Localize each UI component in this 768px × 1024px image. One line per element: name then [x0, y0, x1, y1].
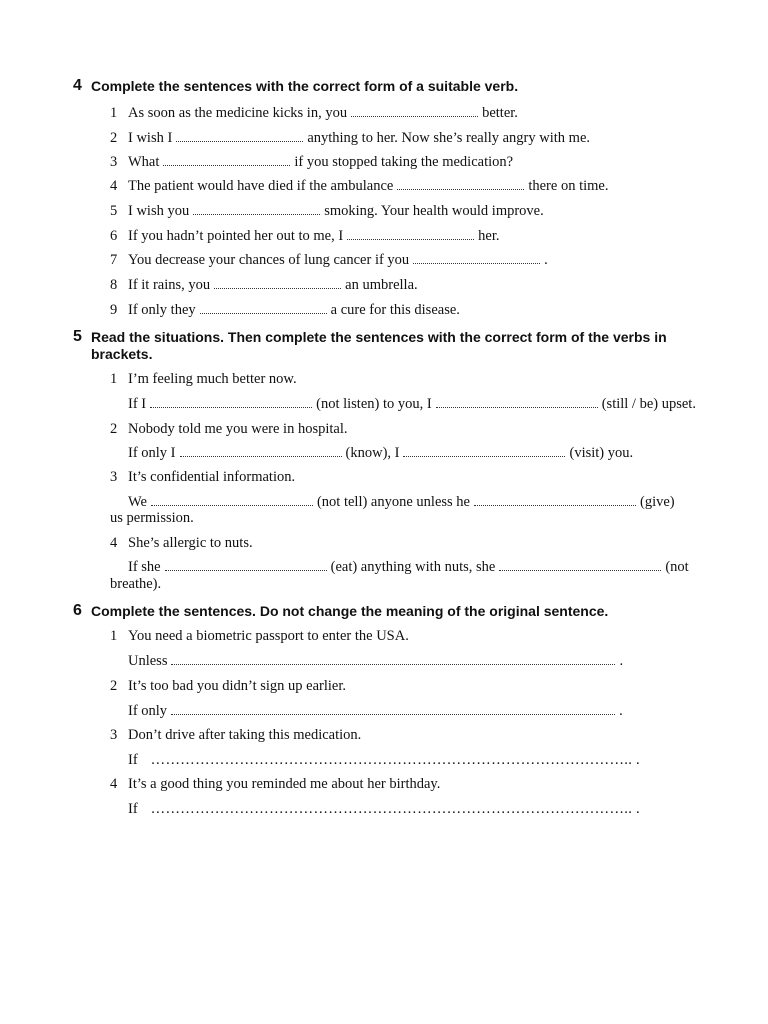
sentence-end: . — [619, 653, 624, 669]
original-sentence: You need a biometric passport to enter the USA. — [128, 628, 409, 644]
item-number: 2 — [110, 130, 118, 146]
answer-blank[interactable] — [150, 396, 312, 408]
sentence-part: there on time. — [528, 178, 609, 194]
sentence-part: an umbrella. — [345, 277, 418, 293]
sentence-part: a cure for this disease. — [330, 302, 460, 318]
instruction-text: Read the situations. Then complete the sentences with the correct form of the verbs in — [91, 329, 667, 345]
item-number: 5 — [110, 203, 118, 219]
sentence-part: I wish I — [128, 130, 173, 146]
item-number: 8 — [110, 277, 118, 293]
situation-text: Nobody told me you were in hospital. — [128, 421, 348, 437]
item-number: 3 — [110, 469, 118, 485]
item-number: 7 — [110, 252, 118, 268]
sentence-part: anything to her. Now she’s really angry with me. — [307, 130, 591, 146]
sentence-start: If only — [128, 703, 168, 719]
item-number: 3 — [110, 727, 118, 743]
answer-dotted-line[interactable]: …………………………………………………………………………………….. . — [150, 801, 640, 817]
answer-blank[interactable] — [403, 445, 565, 457]
answer-blank[interactable] — [200, 302, 327, 314]
item-number: 1 — [110, 105, 118, 121]
answer-blank[interactable] — [151, 494, 313, 506]
sentence-part: What — [128, 154, 160, 170]
sentence-part: If she — [128, 559, 161, 575]
sentence-part: (not listen) to you, I — [316, 396, 432, 412]
exercise-5-heading — [0, 329, 768, 363]
sentence-part: (still / be) upset. — [601, 396, 696, 412]
exercise-6-heading — [0, 603, 768, 620]
sentence-part: us permission. — [110, 510, 194, 526]
situation-text: I’m feeling much better now. — [128, 371, 297, 387]
original-sentence: It’s a good thing you reminded me about her birthday. — [128, 776, 441, 792]
answer-blank[interactable] — [180, 445, 342, 457]
item-number: 3 — [110, 154, 118, 170]
exercise-4 — [0, 78, 768, 95]
answer-blank[interactable] — [176, 130, 303, 142]
item-number: 9 — [110, 302, 118, 318]
answer-blank[interactable] — [171, 653, 615, 665]
original-sentence: It’s too bad you didn’t sign up earlier. — [128, 678, 347, 694]
item-number: 6 — [110, 228, 118, 244]
sentence-part: her. — [478, 228, 500, 244]
answer-blank[interactable] — [474, 494, 636, 506]
sentence-part: As soon as the medicine kicks in, you — [128, 105, 348, 121]
exercise-number: 6 — [73, 602, 82, 619]
sentence-end: . — [619, 703, 623, 719]
answer-dotted-line[interactable]: …………………………………………………………………………………….. . — [150, 752, 640, 768]
situation-text: She’s allergic to nuts. — [128, 535, 253, 551]
sentence-part: (eat) anything with nuts, she — [330, 559, 496, 575]
item-number: 1 — [110, 371, 118, 387]
sentence-part: if you stopped taking the medication? — [294, 154, 514, 170]
instruction-text: Complete the sentences with the correct form of a suitable verb. — [91, 78, 519, 94]
sentence-part: better. — [482, 105, 518, 121]
answer-blank[interactable] — [163, 154, 290, 166]
answer-blank[interactable] — [165, 559, 327, 571]
exercise-6 — [0, 603, 768, 620]
sentence-part: (know), I — [345, 445, 400, 461]
original-sentence: Don’t drive after taking this medication. — [128, 727, 362, 743]
sentence-part: (not tell) anyone unless he — [316, 494, 470, 510]
sentence-part: If only they — [128, 302, 196, 318]
answer-blank[interactable] — [413, 252, 540, 264]
sentence-part: smoking. Your health would improve. — [324, 203, 544, 219]
item-number: 4 — [110, 776, 118, 792]
answer-blank[interactable] — [397, 178, 524, 190]
answer-blank[interactable] — [436, 396, 598, 408]
answer-blank[interactable] — [351, 105, 478, 117]
item-number: 2 — [110, 421, 118, 437]
sentence-part: (not — [665, 559, 689, 575]
sentence-start: If — [128, 801, 138, 817]
sentence-part: The patient would have died if the ambulance — [128, 178, 394, 194]
answer-blank[interactable] — [347, 228, 474, 240]
sentence-part: If I — [128, 396, 147, 412]
answer-blank[interactable] — [214, 277, 341, 289]
answer-blank[interactable] — [193, 203, 320, 215]
exercise-5 — [0, 329, 768, 363]
sentence-part: I wish you — [128, 203, 190, 219]
sentence-start: Unless — [128, 653, 168, 669]
sentence-part: breathe). — [110, 576, 162, 592]
sentence-part: (give) — [639, 494, 675, 510]
instruction-text: brackets. — [91, 346, 153, 362]
exercise-number: 5 — [73, 328, 82, 345]
situation-text: It’s confidential information. — [128, 469, 296, 485]
exercise-number: 4 — [73, 77, 82, 94]
sentence-start: If — [128, 752, 138, 768]
item-number: 2 — [110, 678, 118, 694]
item-number: 1 — [110, 628, 118, 644]
instruction-text: Complete the sentences. Do not change the meaning of the original sentence. — [91, 603, 609, 619]
sentence-part: . — [544, 252, 548, 268]
sentence-part: (visit) you. — [569, 445, 634, 461]
exercise-4-heading — [0, 78, 768, 95]
item-number: 4 — [110, 535, 118, 551]
sentence-part: We — [128, 494, 147, 510]
answer-blank[interactable] — [171, 703, 615, 715]
sentence-part: You decrease your chances of lung cancer if you — [128, 252, 410, 268]
answer-blank[interactable] — [499, 559, 661, 571]
sentence-part: If only I — [128, 445, 176, 461]
item-number: 4 — [110, 178, 118, 194]
sentence-part: If it rains, you — [128, 277, 211, 293]
sentence-part: If you hadn’t pointed her out to me, I — [128, 228, 344, 244]
